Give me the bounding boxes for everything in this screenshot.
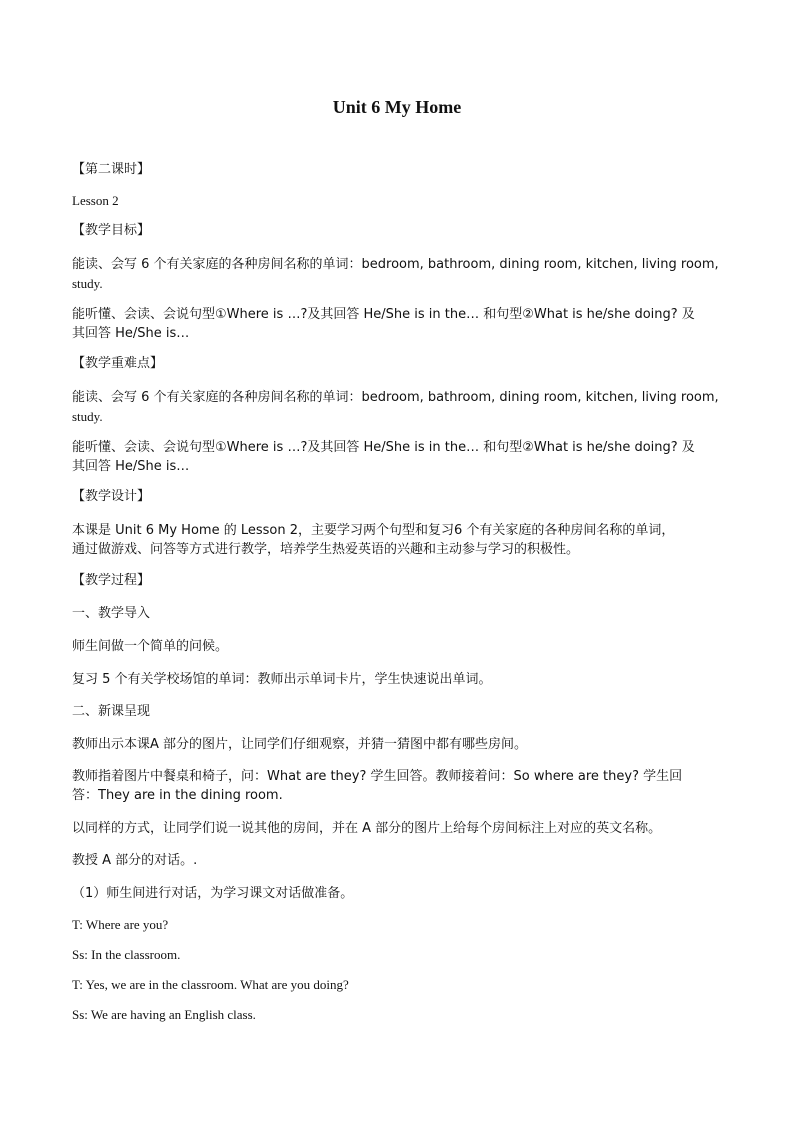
presentation-line-2: 教师指着图片中餐桌和椅子，问：What are they? 学生回答。教师接着问：So where are they? 学生回 xyxy=(72,769,683,784)
objective-line-1-cont: study. xyxy=(72,276,103,291)
dialogue-line-1: T: Where are you? xyxy=(72,917,169,932)
lesson-label: Lesson 2 xyxy=(72,193,119,208)
dialogue-line-3: T: Yes, we are in the classroom. What are you doing? xyxy=(72,977,349,992)
objective-line-2: 能听懂、会读、会说句型①Where is …?及其回答 He/She is in the… 和句型②What is he/she doing? 及 xyxy=(72,307,695,322)
section-heading-objectives: 【教学目标】 xyxy=(72,223,151,238)
section-heading-key-points: 【教学重难点】 xyxy=(72,356,164,371)
presentation-line-1: 教师出示本课A 部分的图片，让同学们仔细观察，并猜一猜图中都有哪些房间。 xyxy=(72,737,528,752)
key-point-line-2: 能听懂、会读、会说句型①Where is …?及其回答 He/She is in the… 和句型②What is he/she doing? 及 xyxy=(72,440,695,455)
key-point-line-1: 能读、会写 6 个有关家庭的各种房间名称的单词：bedroom, bathroom, dining room, kitchen, living room, xyxy=(72,390,719,405)
objective-line-2-cont: 其回答 He/She is… xyxy=(72,326,190,341)
document-title: Unit 6 My Home xyxy=(332,97,462,117)
design-line-2: 通过做游戏、问答等方式进行教学，培养学生热爱英语的兴趣和主动参与学习的积极性。 xyxy=(72,542,580,557)
key-point-line-1-cont: study. xyxy=(72,409,103,424)
presentation-line-2-cont: 答：They are in the dining room. xyxy=(72,788,283,803)
presentation-line-4: 教授 A 部分的对话。. xyxy=(72,853,198,868)
key-point-line-2-cont: 其回答 He/She is… xyxy=(72,459,190,474)
section-heading-process: 【教学过程】 xyxy=(72,573,151,588)
section-heading-lesson-period: 【第二课时】 xyxy=(72,162,151,177)
subheading-introduction: 一、教学导入 xyxy=(72,606,151,621)
dialogue-line-4: Ss: We are having an English class. xyxy=(72,1007,256,1022)
dialogue-step-1: （1）师生间进行对话，为学习课文对话做准备。 xyxy=(72,886,354,901)
design-line-1: 本课是 Unit 6 My Home 的 Lesson 2，主要学习两个句型和复习6 个有关家庭的各种房间名称的单词， xyxy=(72,523,675,538)
intro-line-1: 师生间做一个简单的问候。 xyxy=(72,639,229,654)
subheading-presentation: 二、新课呈现 xyxy=(72,704,151,719)
intro-line-2: 复习 5 个有关学校场馆的单词：教师出示单词卡片，学生快速说出单词。 xyxy=(72,672,492,687)
objective-line-1: 能读、会写 6 个有关家庭的各种房间名称的单词：bedroom, bathroom, dining room, kitchen, living room, xyxy=(72,257,719,272)
presentation-line-3: 以同样的方式，让同学们说一说其他的房间，并在 A 部分的图片上给每个房间标注上对应的英文名称。 xyxy=(72,821,662,836)
dialogue-line-2: Ss: In the classroom. xyxy=(72,947,181,962)
section-heading-design: 【教学设计】 xyxy=(72,489,151,504)
